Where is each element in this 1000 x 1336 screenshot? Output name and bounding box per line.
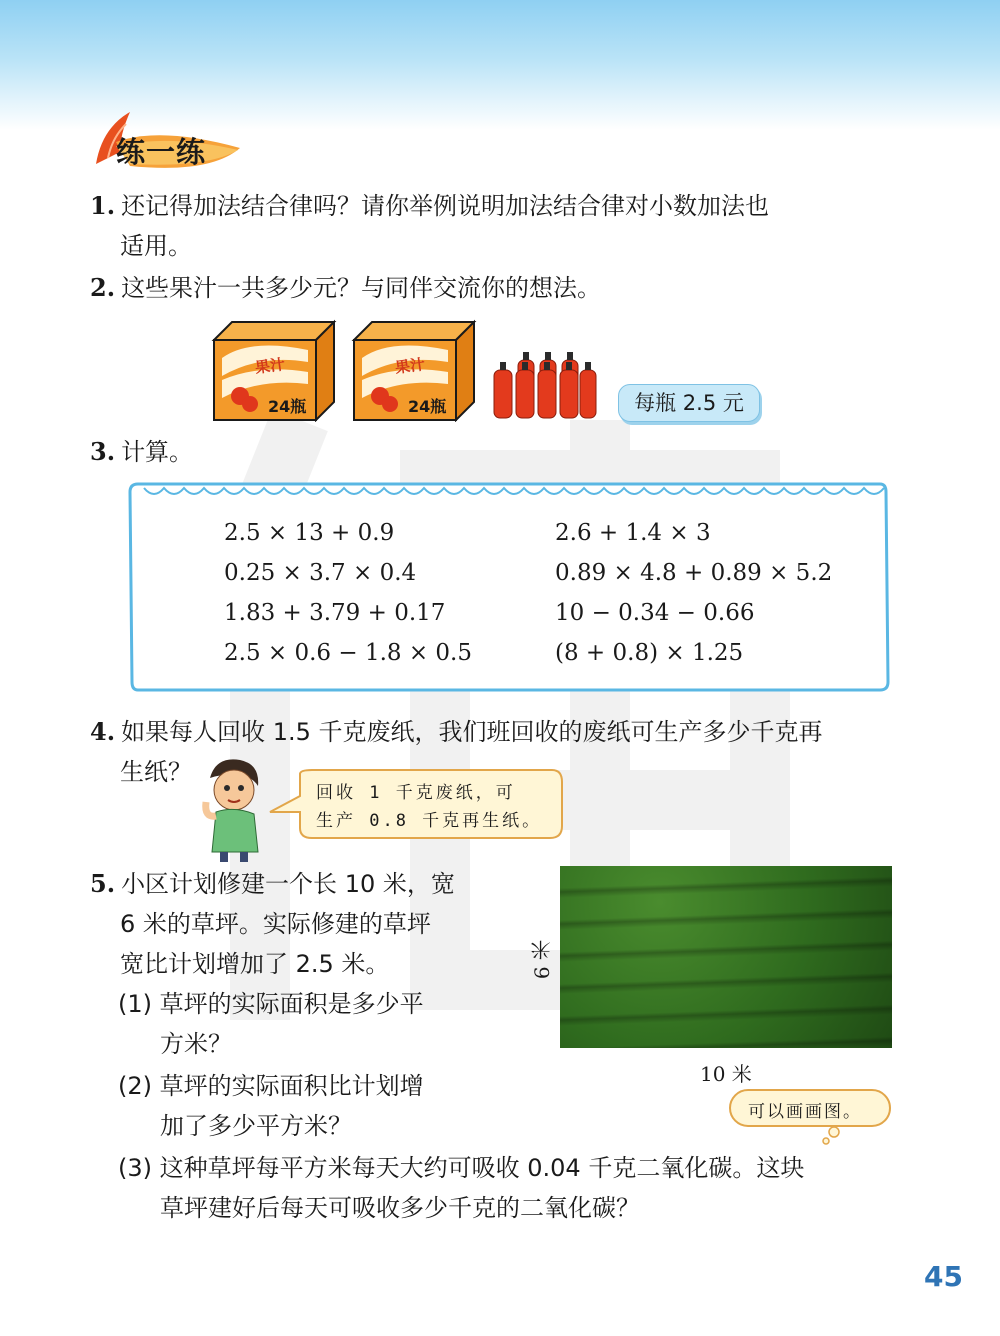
sub-question-text-continued: 加了多少平方米？ [160,1112,352,1140]
lawn-width-label: 6 米 [530,940,554,980]
boy-character-image [196,756,268,864]
hint-text: 生产 0.8 千克再生纸。 [316,811,543,831]
question-text: 小区计划修建一个长 10 米，宽 [121,870,455,898]
lawn-length-label: 10 米 [700,1062,752,1086]
question-text-continued: 6 米的草坪。实际修建的草坪 [120,910,431,938]
sub-question-1 [118,984,424,1064]
sub-question-3 [118,1148,804,1228]
question-text: 计算。 [121,438,194,466]
sub-question-text: (1) 草坪的实际面积是多少平 [118,990,424,1018]
question-text-continued: 适用。 [120,232,192,260]
question-2 [90,268,601,308]
sub-question-text-continued: 草坪建好后每天可吸收多少千克的二氧化碳？ [160,1194,640,1222]
page-number: 45 [924,1260,963,1293]
sub-question-text-continued: 方米？ [160,1030,232,1058]
question-number: 3. [90,437,116,466]
question-number: 5. [90,869,116,898]
section-title: 练一练 [116,135,207,169]
question-text: 还记得加法结合律吗？请你举例说明加法结合律对小数加法也 [121,192,770,220]
question-text-continued: 生纸？ [120,758,192,786]
calc-expression: 1.83 + 3.79 + 0.17 [224,600,446,626]
question-text-continued: 宽比计划增加了 2.5 米。 [120,950,390,978]
question-text: 如果每人回收 1.5 千克废纸，我们班回收的废纸可生产多少千克再 [121,718,823,746]
sub-question-text: (2) 草坪的实际面积比计划增 [118,1072,424,1100]
juice-bottles-image [488,348,600,420]
question-1 [90,186,769,266]
calc-expression: 0.25 × 3.7 × 0.4 [224,560,417,586]
question-5 [90,864,455,984]
calc-expression: 2.5 × 0.6 − 1.8 × 0.5 [224,640,472,666]
box-label: 果汁 [253,354,287,377]
calc-expression: 2.5 × 13 + 0.9 [224,520,395,546]
lawn-photo [560,866,892,1048]
calc-expression: 10 − 0.34 − 0.66 [555,600,755,626]
question-number: 2. [90,273,116,302]
box-count: 24瓶 [268,397,307,416]
question-number: 4. [90,717,116,746]
price-tag: 每瓶 2.5 元 [618,384,760,422]
sub-question-text: (3) 这种草坪每平方米每天大约可吸收 0.04 千克二氧化碳。这块 [118,1154,805,1182]
calc-expression: 0.89 × 4.8 + 0.89 × 5.2 [555,560,833,586]
question-text: 这些果汁一共多少元？与同伴交流你的想法。 [121,274,602,302]
question-number: 1. [90,191,116,220]
box-label: 果汁 [393,354,427,377]
hint-text: 回收 1 千克废纸，可 [316,783,516,803]
question-3 [90,432,193,472]
calc-expression: 2.6 + 1.4 × 3 [555,520,711,546]
tip-text: 可以画画图。 [748,1102,862,1122]
sub-question-2 [118,1066,424,1146]
calc-expression: (8 + 0.8) × 1.25 [555,640,744,666]
box-count: 24瓶 [408,397,447,416]
